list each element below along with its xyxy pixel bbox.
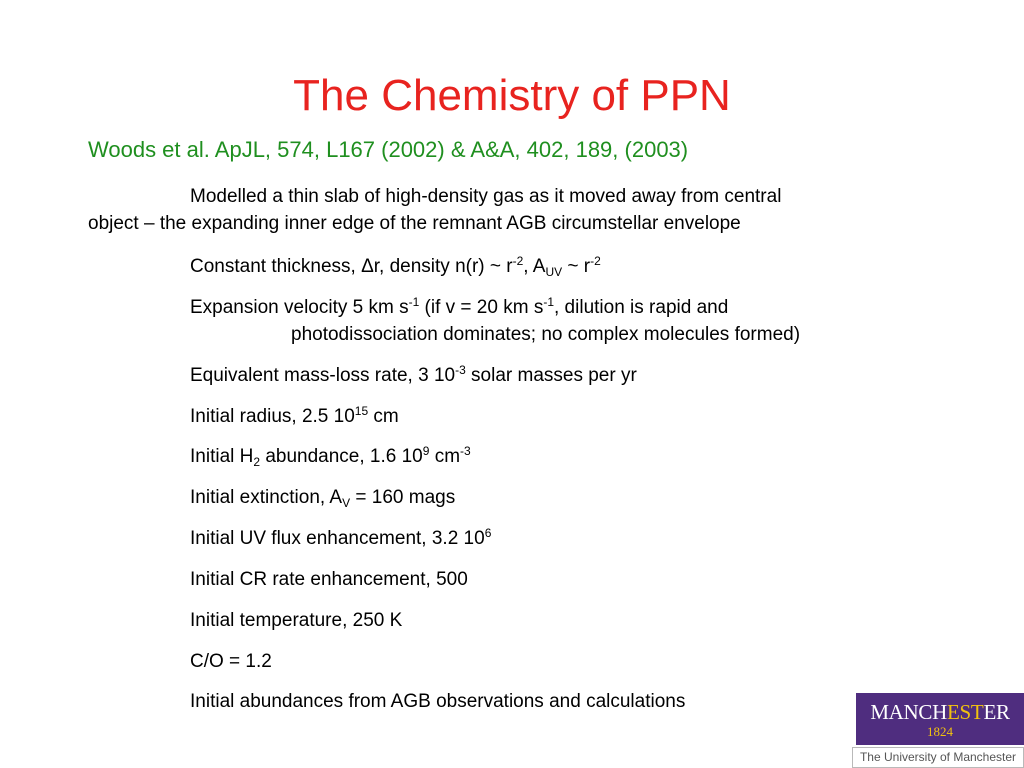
text: cm: [429, 446, 461, 467]
text: abundance, 1.6 10: [260, 446, 423, 467]
text: Constant thickness, Δr, density n(r) ~ r: [190, 256, 513, 277]
bullet-h2: [190, 443, 471, 470]
slide-title: The Chemistry of PPN: [293, 71, 731, 120]
logo-text-highlight: EST: [947, 700, 984, 724]
bullet-radius: [190, 403, 399, 430]
bullet-thickness: [190, 253, 601, 280]
superscript: 9: [422, 444, 430, 458]
logo-wordmark-block: [856, 693, 1024, 745]
superscript: -2: [590, 254, 601, 268]
text: ~ r: [562, 256, 591, 277]
subscript: UV: [545, 265, 563, 279]
superscript: -1: [408, 295, 420, 309]
velocity-line-1: [190, 294, 800, 321]
bullet-massloss: [190, 362, 637, 389]
velocity-line-2: photodissociation dominates; no complex molecules formed): [291, 324, 801, 345]
superscript: -3: [455, 363, 466, 377]
text: Initial radius, 2.5 10: [190, 406, 355, 427]
text: , A: [523, 256, 546, 277]
text: Initial H: [190, 446, 254, 467]
text: (if v = 20 km s: [419, 297, 544, 318]
logo-year: 1824: [927, 724, 953, 739]
university-logo: [852, 693, 1024, 768]
superscript: -1: [543, 295, 554, 309]
superscript: -3: [460, 444, 471, 458]
superscript: 15: [354, 404, 369, 418]
superscript: -2: [512, 254, 524, 268]
logo-wordmark: [856, 700, 1024, 724]
bullet-abundances: Initial abundances from AGB observations and calculations: [190, 691, 686, 712]
bullet-uvflux: [190, 525, 491, 552]
text: Equivalent mass-loss rate, 3 10: [190, 365, 456, 386]
intro-line-2: object – the expanding inner edge of the remnant AGB circumstellar envelope: [88, 213, 741, 234]
intro-paragraph: [88, 183, 781, 237]
subscript: 2: [253, 455, 261, 469]
logo-university-name: The University of Manchester: [852, 747, 1024, 768]
logo-text: ER: [983, 700, 1010, 724]
reference-subtitle: Woods et al. ApJL, 574, L167 (2002) & A&A, 402, 189, (2003): [88, 137, 689, 162]
subscript: V: [342, 496, 351, 510]
text: Initial extinction, A: [190, 487, 343, 508]
bullet-co-ratio: C/O = 1.2: [190, 651, 272, 672]
logo-text: MANCH: [870, 700, 947, 724]
text: solar masses per yr: [465, 365, 637, 386]
bullet-extinction: [190, 484, 455, 511]
text: cm: [368, 406, 399, 427]
bullet-crrate: Initial CR rate enhancement, 500: [190, 569, 468, 590]
intro-line-1: Modelled a thin slab of high-density gas as it moved away from central: [190, 186, 782, 207]
bullet-velocity: [190, 294, 800, 348]
bullet-temperature: Initial temperature, 250 K: [190, 610, 403, 631]
text: = 160 mags: [350, 487, 456, 508]
text: Initial UV flux enhancement, 3.2 10: [190, 528, 485, 549]
superscript: 6: [484, 526, 492, 540]
text: , dilution is rapid and: [554, 297, 729, 318]
text: Expansion velocity 5 km s: [190, 297, 409, 318]
